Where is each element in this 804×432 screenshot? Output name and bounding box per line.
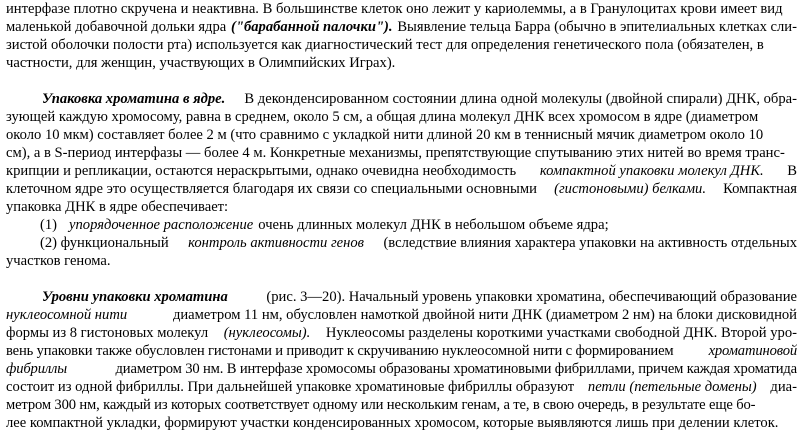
- text-line: [6, 342, 797, 360]
- text-span: диаметром 11 нм, обусловлен намоткой двойной нити ДНК (диаметром 2 нм) на блоки дисковидной: [172, 307, 797, 323]
- emphasis-loops: петли (петельные домены): [587, 379, 757, 395]
- document-page: [6, 0, 797, 432]
- text-span: около 10 мкм) составляет более 2 м (что сравнимо с укладкой нити длиной 20 км в теннисный мячик диаметром около 10: [6, 127, 764, 143]
- section-heading: Упаковка хроматина в ядре.: [42, 91, 226, 107]
- paragraph-chromatin-packing: [6, 90, 797, 270]
- emphasis-nucleosome-thread: нуклеосомной нити: [6, 307, 128, 323]
- emphasis-compact-packing: компактной упаковки молекул ДНК.: [539, 163, 764, 179]
- text-span: клеточном ядре это осуществляется благодаря их связи со специальными основными: [6, 181, 537, 197]
- text-span: Компактная: [723, 181, 797, 197]
- text-span: В: [787, 163, 797, 179]
- text-line: [6, 414, 797, 432]
- text-line: [6, 180, 797, 198]
- text-span: формы из 8 гистоновых молекул: [6, 325, 209, 341]
- emphasis-drumstick: ("барабанной палочки").: [230, 19, 393, 35]
- emphasis-nucleosomes: (нуклеосомы).: [223, 325, 311, 341]
- list-number: (1): [40, 217, 58, 233]
- text-line: [6, 54, 797, 72]
- text-line: [6, 144, 797, 162]
- text-span: см), а в S-период интерфазы — более 4 м. Конкретные механизмы, препятствующие спутыванию этих нитей во время транс-: [6, 145, 785, 161]
- text-span: диа-: [770, 379, 797, 395]
- text-span: метром 300 нм, каждый из которых соответствует одному или нескольким генам, а те, в свою очередь, в результате еще бо-: [6, 397, 756, 413]
- list-item: [6, 234, 797, 252]
- text-line: [6, 378, 797, 396]
- text-line: [6, 108, 797, 126]
- text-line: [6, 288, 797, 306]
- text-line: [6, 126, 797, 144]
- text-span: зистой оболочки полости рта) используется как диагностический тест для определения генетического пола (обязателен, в: [6, 37, 764, 53]
- paragraph-barr-body: [6, 0, 797, 72]
- text-line: [6, 36, 797, 54]
- text-span: (вследствие влияния характера упаковки на активность отдельных: [383, 235, 797, 251]
- text-span: (рис. 3—20). Начальный уровень упаковки хроматина, обеспечивающий образование: [266, 289, 797, 305]
- text-span: диаметром 30 нм. В интерфазе хромосомы образованы хроматиновыми фибриллами, причем каждая хроматида: [115, 361, 797, 377]
- list-item: [6, 216, 797, 234]
- text-span: частности, для женщин, участвующих в Олимпийских Играх).: [6, 55, 396, 71]
- emphasis-chromatin: хроматиновой: [708, 343, 797, 359]
- text-line: [6, 306, 797, 324]
- text-span: очень длинных молекул ДНК в небольшом объеме ядра;: [258, 217, 609, 233]
- text-span: упаковка ДНК в ядре обеспечивает:: [6, 199, 229, 215]
- text-line: [6, 90, 797, 108]
- text-line: [6, 360, 797, 378]
- text-span: Выявление тельца Барра (обычно в эпителиальных клетках сли-: [397, 19, 797, 35]
- text-line: [6, 198, 797, 216]
- text-line: [6, 162, 797, 180]
- text-line: [6, 396, 797, 414]
- text-line: [6, 324, 797, 342]
- text-span: маленькой добавочной дольки ядра: [6, 19, 227, 35]
- text-span: интерфазе плотно скручена и неактивна. В большинстве клеток оно лежит у кариолеммы, а в Гранулоцитах крови имеет вид: [6, 1, 783, 17]
- paragraph-packing-levels: [6, 288, 797, 432]
- text-span: лее компактной укладки, формируют участки конденсированных хромосом, которые выявляются лишь при делении клеток.: [6, 415, 779, 431]
- emphasis-fibril: фибриллы: [6, 361, 68, 377]
- text-span: участков генома.: [6, 253, 111, 269]
- emphasis-gene-control: контроль активности генов: [188, 235, 364, 251]
- text-span: В деконденсированном состоянии длина одной молекулы (двойной спирали) ДНК, обра-: [244, 91, 797, 107]
- text-span: вень упаковки также обусловлен гистонами и приводит к скручиванию нуклеосомной нити с формированием: [6, 343, 674, 359]
- emphasis-ordered-arrangement: упорядоченное расположение: [69, 217, 254, 233]
- section-heading: Уровни упаковки хроматина: [42, 289, 228, 305]
- text-line: [6, 0, 797, 18]
- text-span: (2) функциональный: [40, 235, 169, 251]
- text-span: состоит из одной фибриллы. При дальнейшей упаковке хроматиновые фибриллы образуют: [6, 379, 575, 395]
- text-line: [6, 252, 797, 270]
- text-line: [6, 18, 797, 36]
- text-span: Нуклеосомы разделены короткими участками свободной ДНК. Второй уро-: [325, 325, 797, 341]
- emphasis-histone-proteins: (гистоновыми) белками.: [554, 181, 706, 197]
- text-span: зующей каждую хромосому, равна в среднем, около 5 см, а общая длина молекул ДНК всех хромосом в ядре (диаметром: [6, 109, 759, 125]
- text-span: крипции и репликации, остаются нераскрытыми, однако очевидна необходимость: [6, 163, 517, 179]
